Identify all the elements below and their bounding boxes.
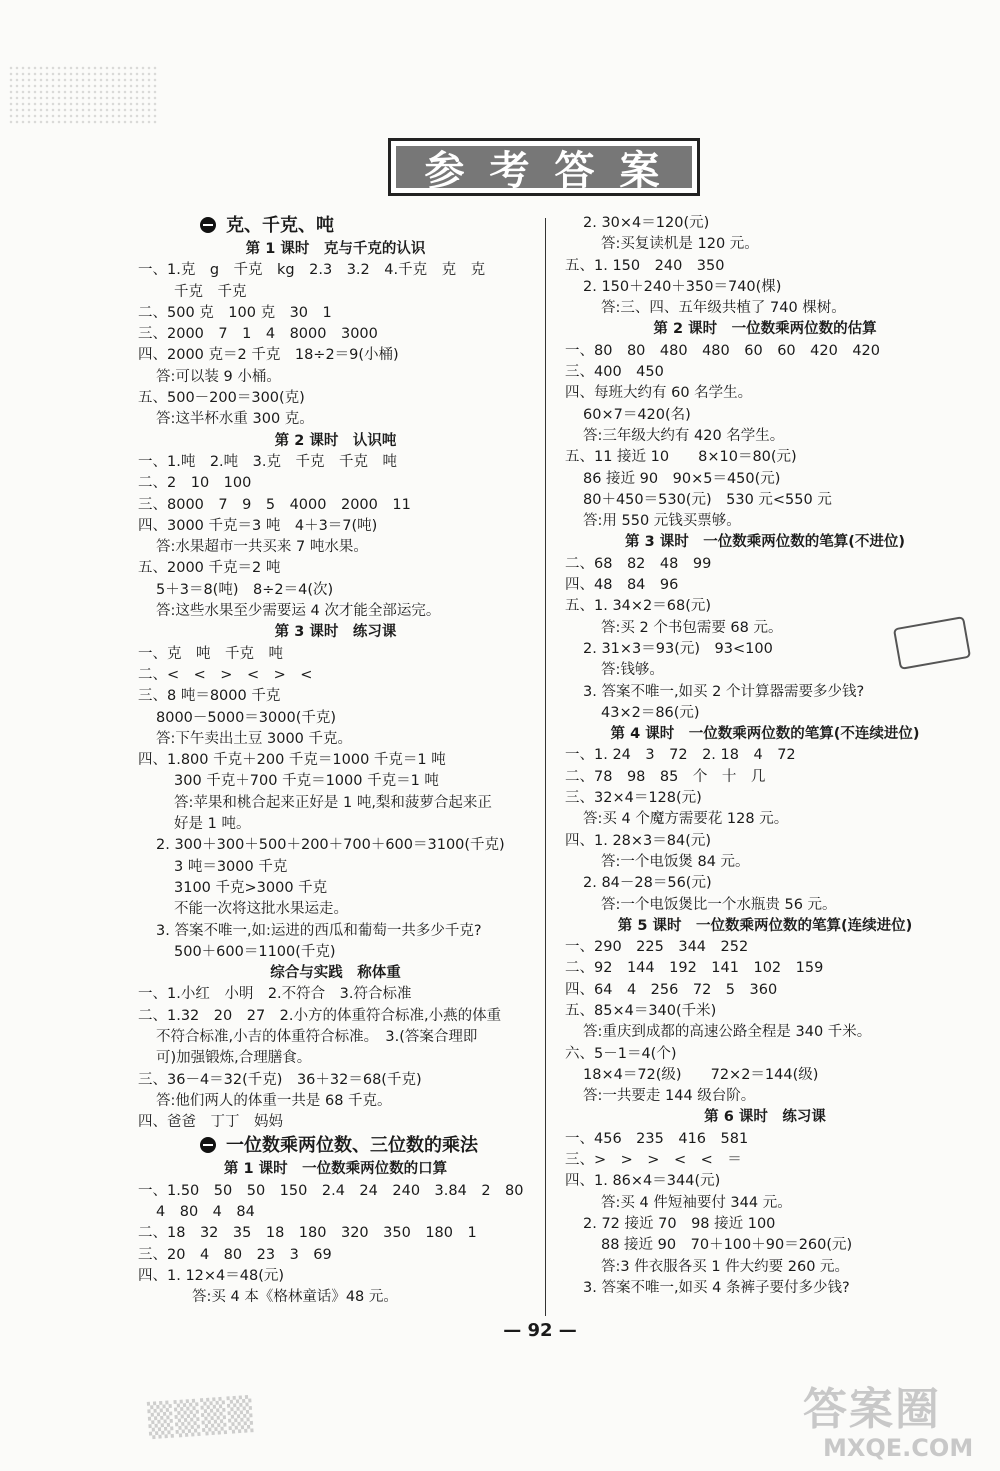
answer-line: 好是 1 吨。 [174,816,251,833]
answer-line: 答:买复读机是 120 元。 [601,236,759,253]
answer-line: 答:三年级大约有 420 名学生。 [583,427,785,444]
answer-line: 二、2 10 100 [138,475,252,492]
answer-line: 3100 千克>3000 千克 [174,879,328,896]
answer-line: 2. 150＋240＋350＝740(棵) [583,278,782,295]
answer-line: 二、1.32 20 27 2.小方的体重符合标准,小燕的体重 [138,1007,502,1024]
answer-line: 答:可以装 9 小桶。 [156,368,281,385]
answer-line: 答:一个电饭煲比一个水瓶贵 56 元。 [601,896,837,913]
answer-line: 二、78 98 85 个 十 几 [565,768,766,785]
answer-line: 五、2000 千克＝2 吨 [138,560,281,577]
answer-line: 答:一共要走 144 级台阶。 [583,1088,756,1105]
answer-line: 答:这半杯水重 300 克。 [156,411,314,428]
answer-line: 80＋450＝530(元) 530 元<550 元 [583,491,832,508]
answer-line: 3 吨＝3000 千克 [174,858,288,875]
answer-line: 答:苹果和桃合起来正好是 1 吨,梨和菠萝合起来正 [174,794,492,811]
answer-line: 答:三、四、五年级共植了 740 棵树。 [601,300,846,317]
answer-line: 2. 300＋300＋500＋200＋700＋600＝3100(千克) [156,837,505,854]
answer-line: 2. 84－28＝56(元) [583,875,712,892]
answer-line: 三、8 吨＝8000 千克 [138,688,281,705]
answer-line: 答:买 4 个魔方需要花 128 元。 [583,811,789,828]
answer-line: 答:3 件衣服各买 1 件大约要 260 元。 [601,1258,850,1275]
answer-line: 四、1. 28×3＝84(元) [565,832,712,849]
lesson-heading: 第 6 课时 练习课 [704,1109,826,1126]
answer-line: 答:水果超市一共买来 7 吨水果。 [156,539,368,556]
answer-line: 二、< < > < > < [138,666,313,683]
answer-line: 一、1.克 g 千克 kg 2.3 3.2 4.千克 克 克 [138,262,486,279]
answer-line: 答:买 2 个书包需要 68 元。 [601,619,783,636]
answer-line: 四、64 4 256 72 5 360 [565,981,778,998]
answer-line: 4 80 4 84 [156,1204,255,1221]
answer-line: 四、每班大约有 60 名学生。 [565,385,753,402]
answer-line: 300 千克＋700 千克＝1000 千克＝1 吨 [174,773,439,790]
answer-line: 2. 31×3＝93(元) 93<100 [583,640,773,657]
answer-line: 答:钱够。 [601,662,664,679]
answer-line: 四、爸爸 丁丁 妈妈 [138,1114,283,1131]
watermark-url: MXQE.COM [823,1434,974,1462]
lesson-heading: 第 1 课时 一位数乘两位数的口算 [223,1161,448,1178]
lesson-heading: 第 5 课时 一位数乘两位数的笔算(连续进位) [617,917,913,934]
lesson-heading: 第 4 课时 一位数乘两位数的笔算(不连续进位) [610,726,920,743]
answer-line: 43×2＝86(元) [601,704,700,721]
answer-line: 五、85×4＝340(千米) [565,1002,717,1019]
title-char-1: 参 [424,146,469,194]
answer-line: 二、18 32 35 18 180 320 350 180 1 [138,1225,477,1242]
lesson-heading: 第 2 课时 一位数乘两位数的估算 [653,321,877,338]
answer-line: 答:重庆到成都的高速公路全程是 340 千米。 [583,1024,872,1041]
answer-line: 5＋3＝8(吨) 8÷2＝4(次) [156,581,334,598]
answer-line: 五、1. 34×2＝68(元) [565,598,712,615]
answer-line: 60×7＝420(名) [583,406,691,423]
answer-line: 3. 答案不唯一,如:运进的西瓜和葡萄一共多少千克? [156,922,482,939]
unit-title: 一位数乘两位数、三位数的乘法 [226,1135,478,1157]
answer-line: 二、68 82 48 99 [565,555,712,572]
answer-line: 一、290 225 344 252 [565,939,749,956]
answer-line: 三、8000 7 9 5 4000 2000 11 [138,496,411,513]
answer-line: 答:他们两人的体重一共是 68 千克。 [156,1092,392,1109]
answer-line: 不能一次将这批水果运走。 [174,901,348,918]
site-watermark [803,1385,973,1463]
lesson-heading: 第 2 课时 认识吨 [274,432,397,449]
answer-line: 一、1. 24 3 72 2. 18 4 72 [565,747,796,764]
answer-line: 500＋600＝1100(千克) [174,943,336,960]
answer-line: 五、1. 150 240 350 [565,257,725,274]
answer-line: 三、32×4＝128(元) [565,790,702,807]
answer-line: 2. 30×4＝120(元) [583,215,710,231]
answer-line: 不符合标准,小吉的体重符合标准。 3.(答案合理即 [156,1028,478,1045]
answer-line: 四、48 84 96 [565,577,679,594]
answer-line: 一、1.吨 2.吨 3.克 千克 千克 吨 [138,453,398,470]
answer-line: 答:买 4 件短袖要付 344 元。 [601,1194,792,1211]
unit-number-icon [200,217,216,233]
answer-line: 五、11 接近 10 8×10＝80(元) [565,449,797,466]
answer-line: 答:这些水果至少需要运 4 次才能全部运完。 [156,603,441,620]
unit-title: 克、千克、吨 [226,215,334,236]
answer-line: 一、克 吨 千克 吨 [138,645,283,662]
answer-line: 三、20 4 80 23 3 69 [138,1246,332,1263]
answer-line: 二、500 克 100 克 30 1 [138,304,332,321]
answer-line: 一、80 80 480 480 60 60 420 420 [565,342,881,359]
answer-line: 答:下午卖出土豆 3000 千克。 [156,730,353,747]
left-answer-column [138,213,533,1309]
answer-line: 四、1.800 千克＋200 千克＝1000 千克＝1 吨 [138,752,446,769]
unit-heading [138,213,533,239]
answer-line: 答:一个电饭煲 84 元。 [601,853,750,870]
answer-line: 一、456 235 416 581 [565,1130,749,1147]
answer-line: 18×4＝72(级) 72×2＝144(级) [583,1066,819,1083]
answer-line: 四、3000 千克＝3 吨 4＋3＝7(吨) [138,517,378,534]
answer-line: 2. 72 接近 70 98 接近 100 [583,1215,776,1232]
corner-texture [8,65,158,125]
lesson-heading: 第 1 课时 克与千克的认识 [245,241,426,257]
answer-line: 二、92 144 192 141 102 159 [565,960,824,977]
answer-line: 一、1.50 50 50 150 2.4 24 240 3.84 2 80 [138,1182,524,1199]
answer-line: 四、1. 86×4＝344(元) [565,1173,721,1190]
answer-line: 三、400 450 [565,364,664,381]
answer-line: 一、1.小红 小明 2.不符合 3.符合标准 [138,986,412,1003]
page-number: — 92 — [503,1320,577,1341]
lesson-heading: 综合与实践 称体重 [270,965,401,982]
answer-line: 三、2000 7 1 4 8000 3000 [138,326,378,343]
column-divider [545,218,546,1316]
answer-line: 三、36－4＝32(千克) 36＋32＝68(千克) [138,1071,422,1088]
answer-line: 四、2000 克＝2 千克 18÷2＝9(小桶) [138,347,399,364]
answer-line: 千克 千克 [174,283,247,300]
unit-number-icon [200,1137,216,1153]
answer-line: 8000－5000＝3000(千克) [156,709,337,726]
title-char-3: 答 [554,146,599,194]
answer-line: 88 接近 90 70＋100＋90＝260(元) [601,1237,853,1254]
title-char-4: 案 [619,146,664,194]
faint-watermark: ▒▒▒▒ [146,1394,256,1440]
answer-line: 五、500－200＝300(克) [138,390,305,407]
watermark-logo: 答案圈 [803,1384,941,1435]
answer-line: 答:买 4 本《格林童话》48 元。 [192,1289,398,1306]
answer-line: 四、1. 12×4＝48(元) [138,1267,285,1284]
lesson-heading: 第 3 课时 练习课 [274,624,397,641]
unit-heading [138,1133,533,1159]
answer-line: 答:用 550 元钱买票够。 [583,513,741,530]
answer-line: 86 接近 90 90×5＝450(元) [583,470,781,487]
lesson-heading: 第 3 课时 一位数乘两位数的笔算(不进位) [625,534,905,551]
title-char-2: 考 [489,146,534,194]
right-answer-column [565,213,965,1299]
answer-line: 三、> > > < < ＝ [565,1152,742,1169]
answer-line: 3. 答案不唯一,如买 2 个计算器需要多少钱? [583,683,865,700]
answer-line: 3. 答案不唯一,如买 4 条裤子要付多少钱? [583,1279,850,1296]
answer-line: 可)加强锻炼,合理膳食。 [156,1050,312,1067]
answer-line: 六、5－1＝4(个) [565,1045,677,1062]
page-title [388,138,700,196]
